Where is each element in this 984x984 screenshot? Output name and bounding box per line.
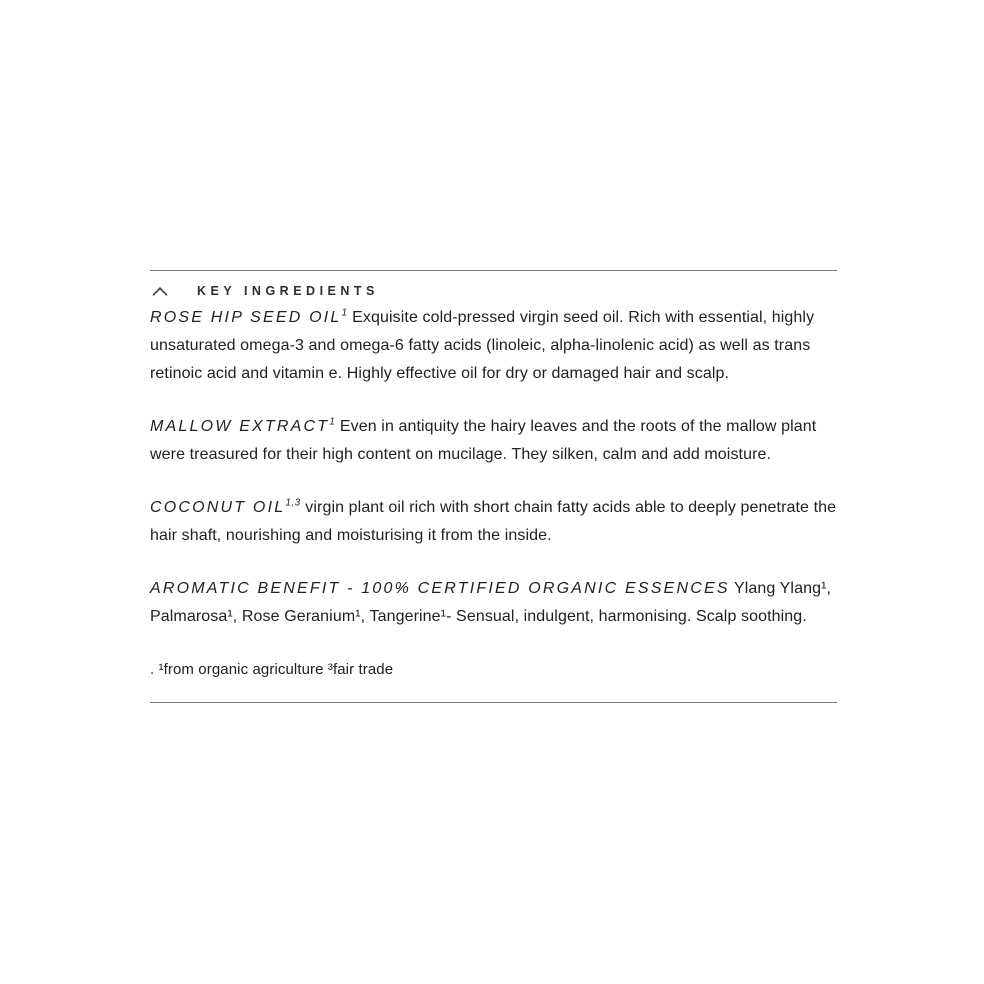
ingredient-name: ROSE HIP SEED OIL$^1$ — [150, 307, 348, 326]
key-ingredients-accordion — [150, 270, 837, 703]
footnote-marker: 1 — [341, 307, 348, 319]
ingredient-paragraph — [150, 575, 837, 631]
chevron-up-icon — [152, 286, 169, 296]
footnote-marker: 1 — [329, 416, 336, 428]
ingredient-paragraph — [150, 304, 837, 388]
ingredient-description: Even in antiquity the hairy leaves and the roots of the mallow plant were treasured for their high content on mucilage. They silken, calm and add moisture. — [150, 418, 817, 463]
footnote-marker: 1,3 — [285, 497, 301, 509]
accordion-header[interactable] — [150, 284, 837, 304]
ingredient-name: MALLOW EXTRACT$^1$ — [150, 416, 336, 435]
ingredient-name: COCONUT OIL$^{1,3}$ — [150, 497, 301, 516]
ingredient-paragraph — [150, 413, 837, 469]
ingredient-description: Ylang Ylang¹, Palmarosa¹, Rose Geranium¹, Tangerine¹- Sensual, indulgent, harmonising. Scalp soothing. — [150, 580, 832, 625]
ingredient-description: virgin plant oil rich with short chain fatty acids able to deeply penetrate the hair shaft, nourishing and moisturising it from the inside. — [150, 499, 837, 544]
ingredient-paragraph — [150, 494, 837, 550]
ingredient-description: Exquisite cold-pressed virgin seed oil. Rich with essential, highly unsaturated omega-3 and omega-6 fatty acids (linoleic, alpha-linolenic acid) as well as trans retinoic acid and vitamin e. Highly effective oil for dry or damaged hair and scalp. — [150, 309, 815, 382]
footnotes: . ¹from organic agriculture ³fair trade — [150, 661, 394, 678]
accordion-title: KEY INGREDIENTS — [197, 284, 379, 298]
ingredient-name: AROMATIC BENEFIT - 100% CERTIFIED ORGANIC ESSENCES — [150, 580, 730, 597]
